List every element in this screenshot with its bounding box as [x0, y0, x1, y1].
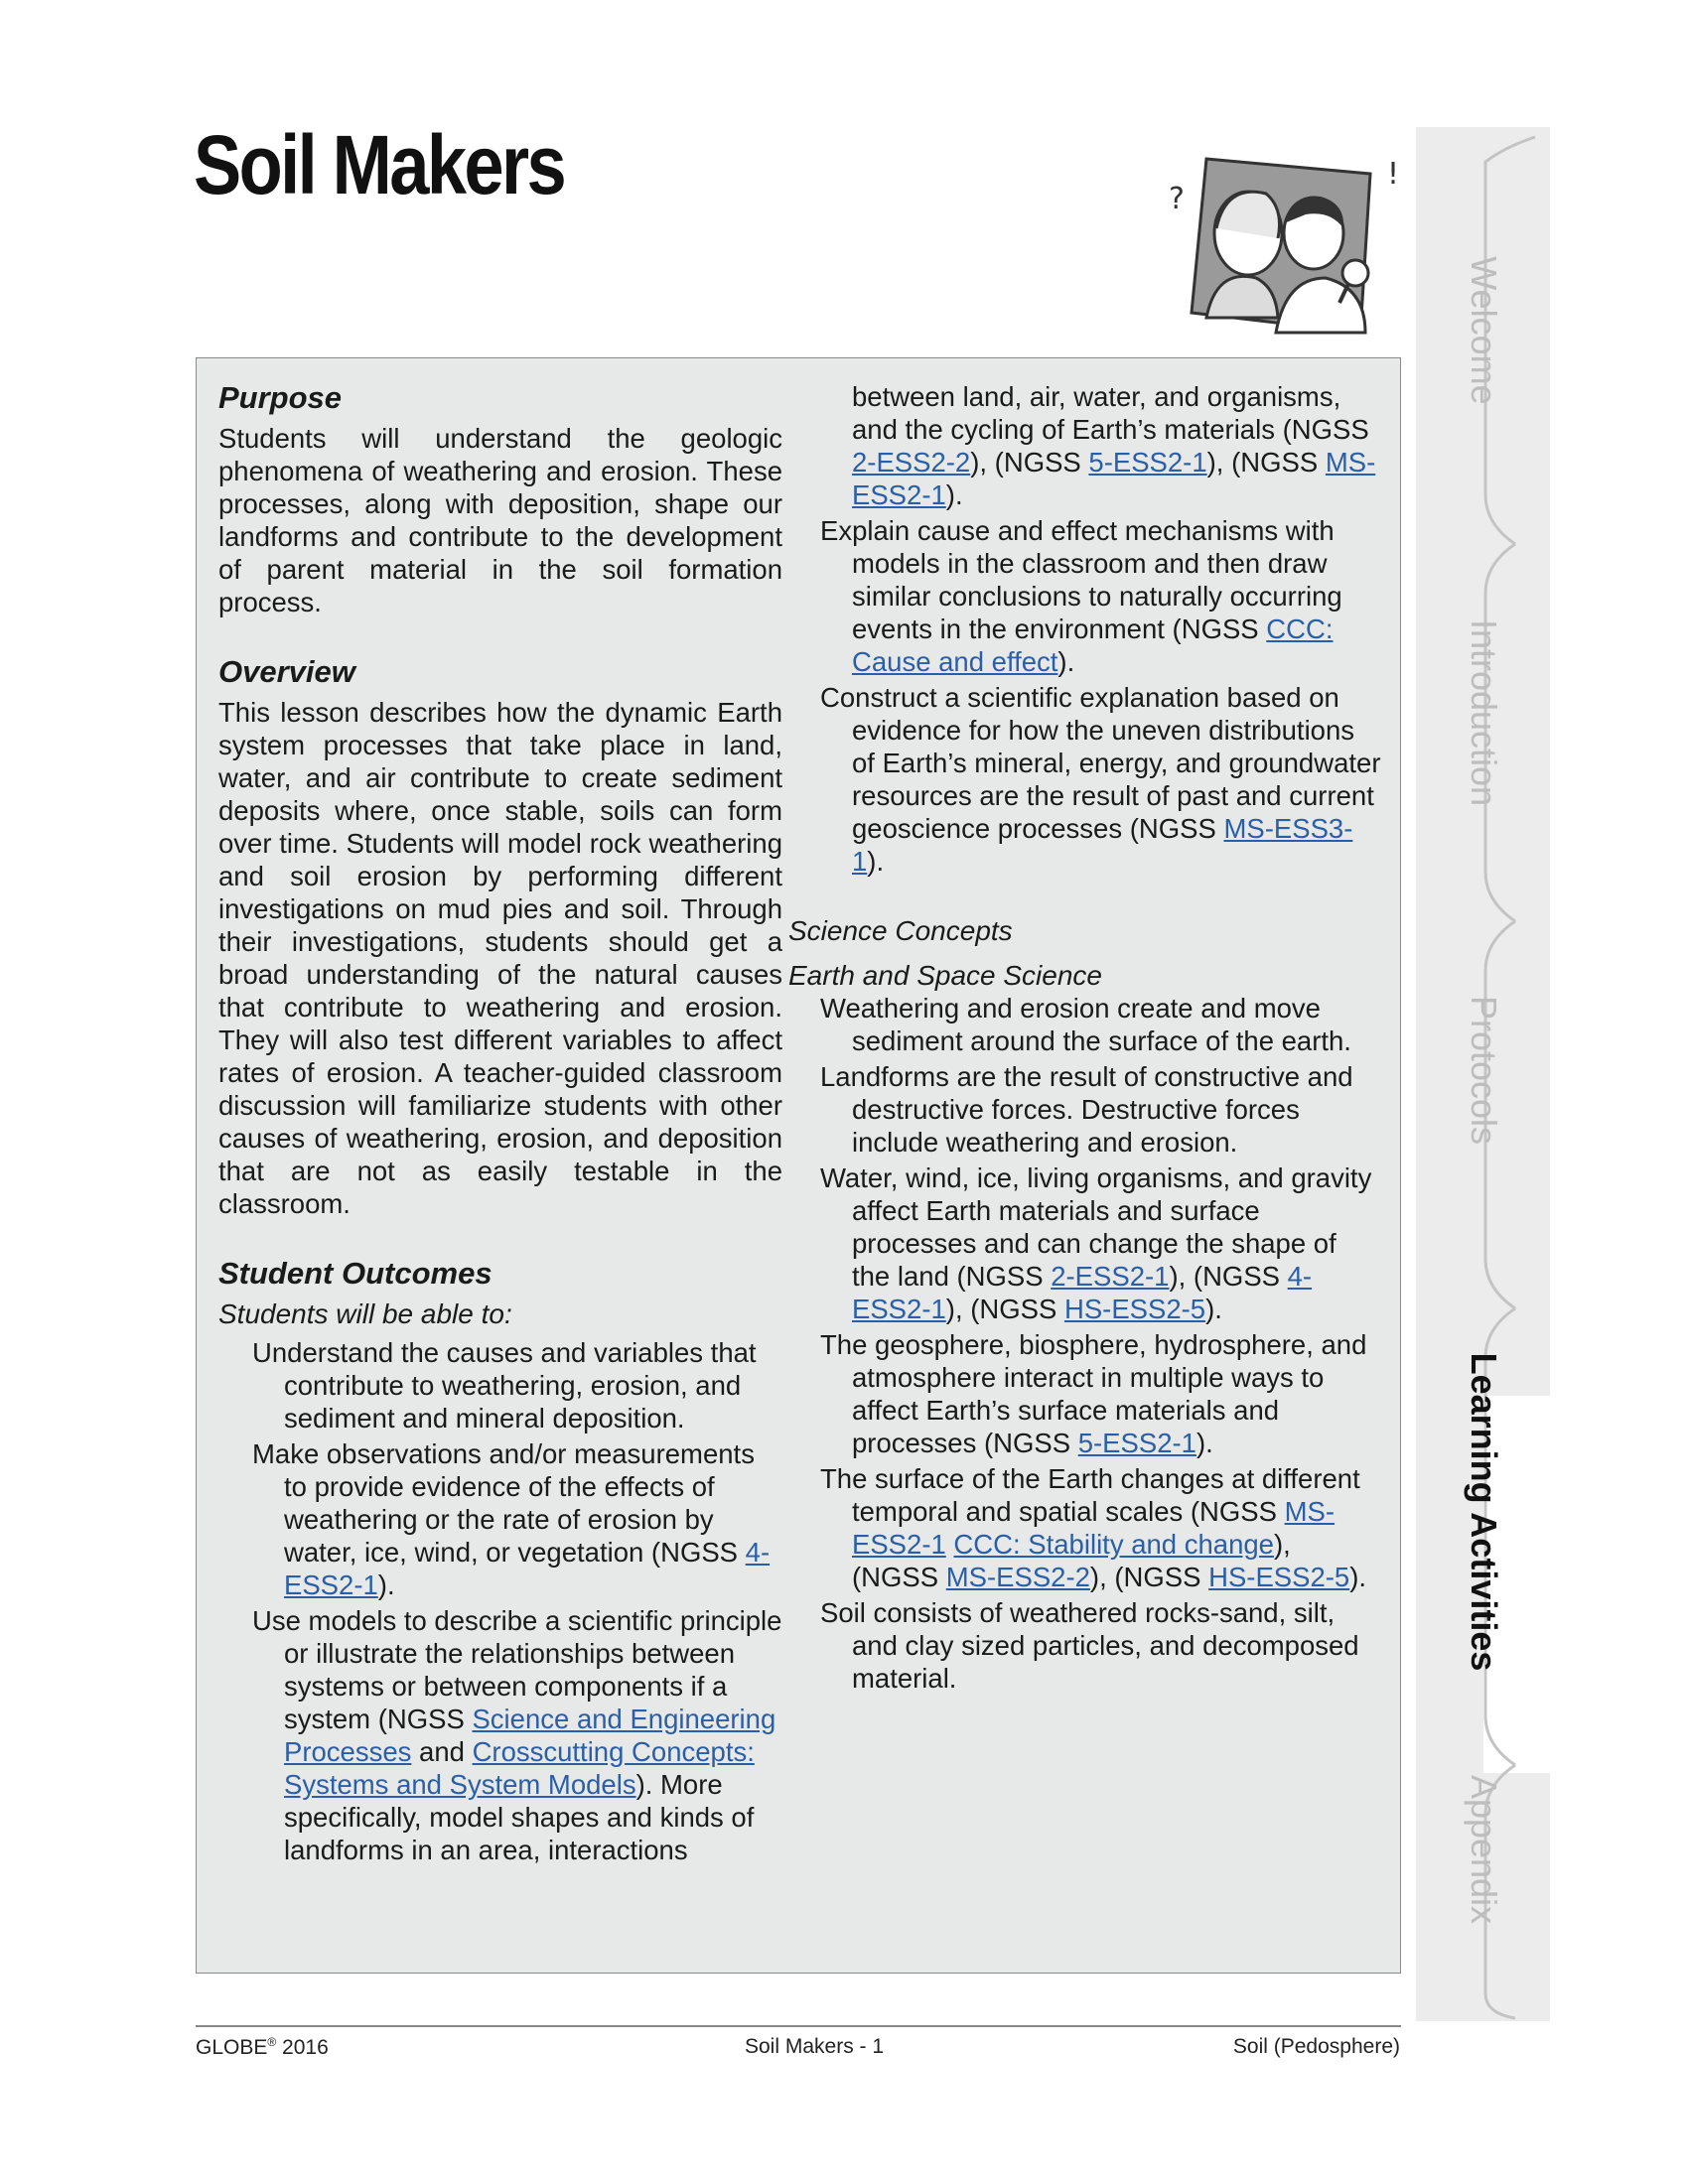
ngss-link[interactable]: MS-ESS3-1 [852, 813, 1353, 877]
tab-introduction[interactable]: Introduction [1463, 618, 1504, 807]
ngss-link[interactable]: MS-ESS2-2 [945, 1562, 1090, 1592]
outcomes-subheading: Students will be able to: [218, 1298, 512, 1329]
left-column [218, 380, 782, 1869]
svg-text:?: ? [1169, 182, 1185, 216]
ngss-link[interactable]: CCC: Stability and change [953, 1529, 1274, 1560]
ngss-link[interactable]: 4-ESS2-1 [852, 1261, 1313, 1324]
ngss-link[interactable]: Crosscutting Concepts: Systems and System Models [284, 1736, 755, 1800]
ngss-link[interactable]: HS-ESS2-5 [1208, 1562, 1350, 1592]
outcome-item: Understand the causes and variables that contribute to weathering, erosion, and sediment and mineral deposition. [252, 1337, 757, 1433]
overview-heading: Overview [218, 654, 355, 689]
right-column [788, 380, 1381, 1698]
ngss-link[interactable]: 2-ESS2-1 [1051, 1261, 1170, 1292]
lesson-summary-box [196, 357, 1401, 1974]
purpose-heading: Purpose [218, 380, 343, 415]
tab-learning-activities[interactable]: Learning Activities [1463, 1352, 1504, 1672]
outcome-item: Use models to describe a scientific principle or illustrate the relationships between systems or between components if a system (NGSS Science and Engineering Processes and Crosscutting Concepts: Systems and System Models). More specifically, model shapes and kinds of landforms in an area, interactions [252, 1605, 782, 1865]
page-title: Soil Makers [194, 118, 565, 211]
footer-publisher: GLOBE® 2016 [196, 2035, 329, 2059]
concept-item: The geosphere, biosphere, hydrosphere, and atmosphere interact in multiple ways to affect Earth’s surface materials and processes (NGSS 5-ESS2-1). [820, 1329, 1367, 1458]
svg-text:!: ! [1387, 157, 1400, 192]
outcome-continued: between land, air, water, and organisms, and the cycling of Earth’s materials (NGSS 2-ESS2-2), (NGSS 5-ESS2-1), (NGSS MS-ESS2-1). [852, 381, 1376, 510]
ngss-link[interactable]: HS-ESS2-5 [1063, 1294, 1206, 1324]
ngss-link[interactable]: 5-ESS2-1 [1077, 1428, 1196, 1458]
tab-appendix[interactable]: Appendix [1463, 1774, 1504, 1925]
ngss-link[interactable]: CCC: Cause and effect [852, 614, 1334, 677]
purpose-text: Students will understand the geologic phenomena of weathering and erosion. These processes, along with deposition, shape our landforms and contribute to the development of parent material in the soil formation process. [218, 423, 782, 617]
concept-item: Weathering and erosion create and move sediment around the surface of the earth. [820, 993, 1351, 1056]
ngss-link[interactable]: MS-ESS2-1 [852, 1496, 1336, 1560]
earth-space-science-heading: Earth and Space Science [788, 960, 1102, 991]
outcome-item: Make observations and/or measurements to provide evidence of the effects of weathering or the rate of erosion by water, ice, wind, or vegetation (NGSS 4-ESS2-1). [252, 1438, 771, 1600]
concept-item: Landforms are the result of constructive and destructive forces. Destructive forces include weathering and erosion. [820, 1061, 1353, 1158]
ngss-link[interactable]: 2-ESS2-2 [852, 447, 971, 478]
concept-item: Water, wind, ice, living organisms, and gravity affect Earth materials and surface processes and can change the shape of the land (NGSS 2-ESS2-1), (NGSS 4-ESS2-1), (NGSS HS-ESS2-5). [820, 1162, 1372, 1324]
tab-welcome[interactable]: Welcome [1463, 256, 1504, 405]
students-magnifying-glass-illustration [1167, 139, 1405, 347]
footer-divider [196, 2025, 1401, 2027]
outcome-item: Construct a scientific explanation based on evidence for how the uneven distributions of Earth’s mineral, energy, and groundwater resources are the result of past and current geoscience processes (NGSS MS-ESS3-1). [820, 682, 1381, 877]
section-tabs [1416, 127, 1550, 2021]
ngss-link[interactable]: 4-ESS2-1 [284, 1537, 771, 1600]
outcomes-heading: Student Outcomes [218, 1256, 492, 1291]
outcome-item: Explain cause and effect mechanisms with models in the classroom and then draw similar conclusions to naturally occurring events in the environment (NGSS CCC: Cause and effect). [820, 515, 1342, 677]
ngss-link[interactable]: 5-ESS2-1 [1088, 447, 1207, 478]
ngss-link[interactable]: MS-ESS2-1 [852, 447, 1376, 510]
overview-text: This lesson describes how the dynamic Earth system processes that take place in land, water, and air contribute to create sediment deposits where, once stable, soils can form over time. Students will model rock weathering and soil erosion by performing different investigations on mud pies and soil. Through their investigations, students should get a broad understanding of the natural causes that contribute to weathering and erosion. They will also test different variables to affect rates of erosion. A teacher-guided classroom discussion will familiarize students with other causes of weathering, erosion, and deposition that are not as easily testable in the classroom. [218, 697, 782, 1219]
tab-protocols[interactable]: Protocols [1463, 995, 1504, 1146]
concept-item: Soil consists of weathered rocks-sand, silt, and clay sized particles, and decomposed material. [820, 1597, 1359, 1694]
science-concepts-heading: Science Concepts [788, 915, 1013, 946]
ngss-link[interactable]: Science and Engineering Processes [284, 1704, 776, 1767]
footer-page-number: Soil Makers - 1 [745, 2035, 885, 2058]
concept-item: The surface of the Earth changes at different temporal and spatial scales (NGSS MS-ESS2-1 CCC: Stability and change), (NGSS MS-ESS2-2), (NGSS HS-ESS2-5). [820, 1463, 1367, 1592]
footer-section: Soil (Pedosphere) [1232, 2035, 1400, 2058]
